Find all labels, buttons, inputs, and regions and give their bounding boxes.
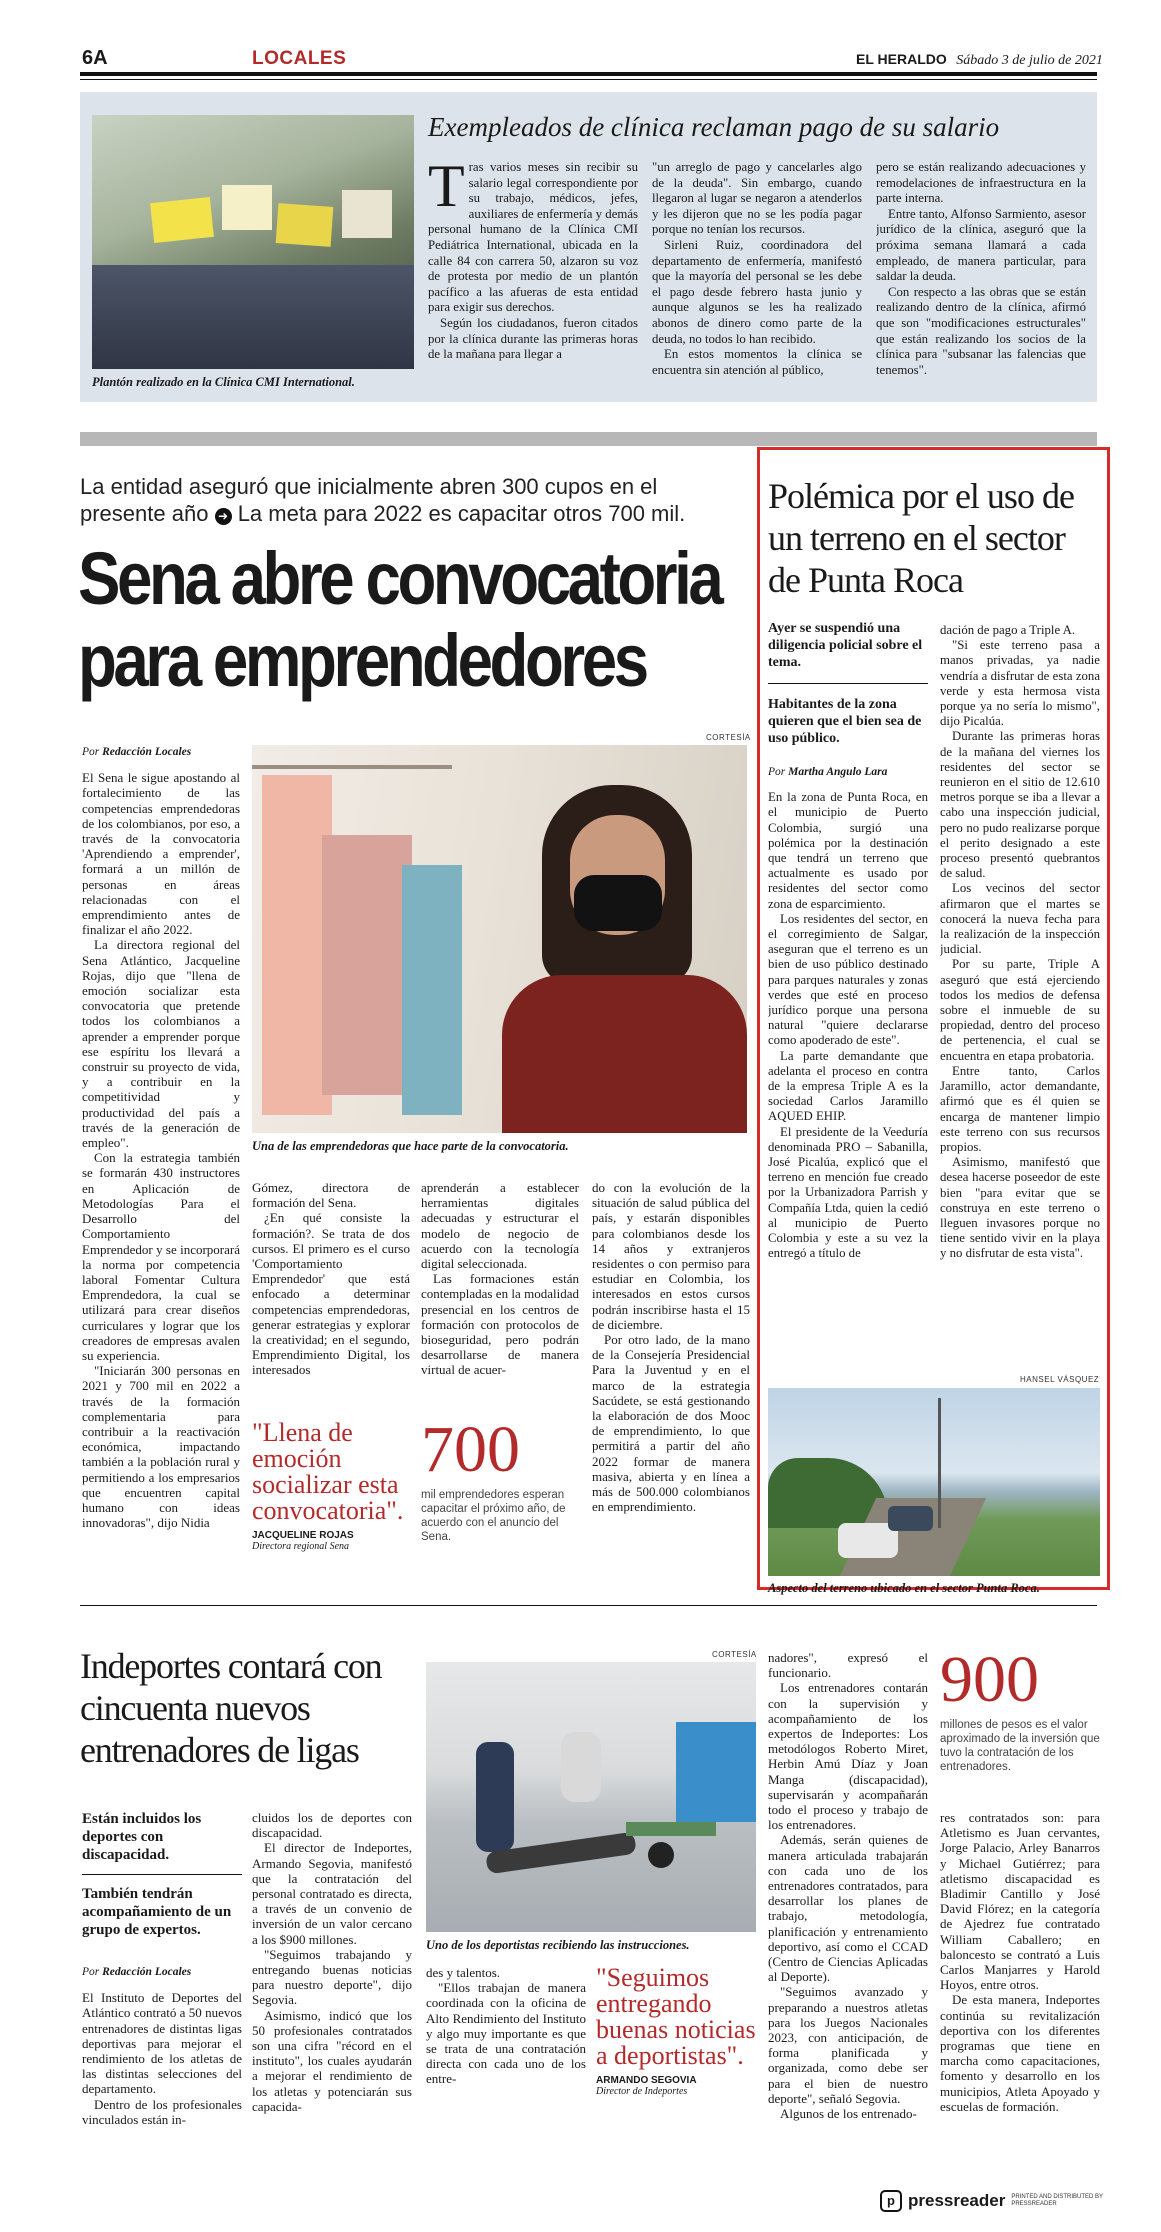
top-story-col-1 [428, 160, 638, 390]
paragraph: nadores", expresó el funcionario. [768, 1650, 928, 1681]
punta-roca-col-1 [768, 765, 928, 1310]
paragraph: Entre tanto, Carlos Jaramillo, actor demandante, afirmó que es él quien se encarga de mantener limpio este terreno con sus recursos propios. [940, 1063, 1100, 1154]
crowd [92, 265, 414, 369]
utility-pole [938, 1398, 941, 1528]
parked-car [888, 1506, 933, 1531]
indeportes-headline: Indeportes contará con cincuenta nuevos entrenadores de ligas [80, 1646, 382, 1770]
paragraph: Con respecto a las obras que se están realizando dentro de la clínica, afirmó que son "modificaciones estructurales" que están realizando los socios de la clínica para "subsanar las falencias que tenemos". [876, 284, 1086, 377]
paragraph: Algunos de los entrenado- [780, 2106, 917, 2122]
face-mask [574, 875, 662, 931]
bench [626, 1822, 716, 1836]
paragraph: La directora regional del Sena Atlántico, Jacqueline Rojas, dijo que "llena de emoción socializar esta convocatoria que pretende todos los colombianos a aprender a emprender porque ese espíritu los llevará a construir su proyecto de vida, y a contribuir en la competitividad y productividad del país a través de la generación de empleo". [82, 937, 240, 1151]
sena-caption: Una de las emprendedoras que hace parte de la convocatoria. [252, 1139, 569, 1153]
paragraph: "Si este terreno pasa a manos privadas, ya nadie vendría a disfrutar de esta zona verde y esta hermosa vista porque ya no sería lo mismo", dijo Picalúa. [940, 638, 1100, 729]
wall-sign [676, 1722, 756, 1822]
header-rule-thin [80, 79, 1097, 80]
paragraph: Los residentes del sector, en el corregimiento de Salgar, aseguran que el terreno es un bien de uso público destinado para parques naturales y zonas verdes que esté en proceso jurídico porque una persona natural "quiere declararse como apoderado de este". [768, 911, 928, 1048]
paragraph: Entre tanto, Alfonso Sarmiento, asesor jurídico de la clínica, aseguró que la próxima semana llamará a cada empleado, de manera particular, para saldar la deuda. [876, 206, 1086, 284]
paragraph: dación de pago a Triple A. [940, 623, 1076, 637]
kicker: Ayer se suspendió una diligencia policial sobre el tema. [768, 621, 923, 670]
paragraph: "Iniciarán 300 personas en 2021 y 700 mil en 2022 a través de la formación complementaria para contribuir a la reactivación económica, impactando también a la población rural y permitiendo a los empresarios que encuentren capital humano con ideas innovadoras", dijo Nidia [82, 1363, 240, 1531]
paragraph: Según los ciudadanos, fueron citados por la clínica durante las primeras horas de la mañana para llegar a [428, 315, 638, 362]
header-rule [80, 72, 1097, 76]
indeportes-kickers [82, 1810, 242, 1939]
section-divider [80, 432, 1097, 446]
indeportes-stat [940, 1643, 1100, 1774]
byline: Por Martha Angulo Lara [768, 766, 888, 778]
section-rule [80, 1605, 1097, 1606]
paragraph: pero se están realizando adecuaciones y remodelaciones de infraestructura en la parte interna. [876, 160, 1086, 206]
paragraph: De esta manera, Indeportes continúa su revitalización deportiva con los diferentes programas que tiene en marcha como capacitaciones, fomento y desarrollo en los municipios, Atleta Apoyado y escuelas de formación. [940, 1992, 1100, 2114]
indeportes-caption: Uno de los deportistas recibiendo las instrucciones. [426, 1938, 690, 1952]
indeportes-col-4 [768, 1650, 928, 2175]
protest-photo [92, 115, 414, 369]
paragraph: En la zona de Punta Roca, en el municipio de Puerto Colombia, surgió una polémica por la destinación que tendrá un terreno que actualmente es usado por residentes del sector como zona de esparcimiento. [768, 790, 928, 911]
paragraph: Los entrenadores contarán con la supervisión y acompañamiento de los expertos de Indeportes: Los metodólogos Roberto Miret, Herbin Amú Díaz y Joan Manga (discapacidad), supervisarán y acompañarán todo el proceso y trabajo de los entrenadores. [768, 1680, 928, 1833]
top-story-col-2 [652, 160, 862, 390]
sena-deck-b: La meta para 2022 es capacitar otros 700 mil. [237, 501, 686, 526]
sena-headline-line-2: para emprendedores [78, 619, 646, 702]
paragraph: Durante las primeras horas de la mañana del viernes los residentes del sector se reunieron en el sitio de 12.610 metros porque se iba a llevar a cabo una inspección judicial, pero no pudo realizarse porque el perito designado a este proceso presentó quebrantos de salud. [940, 729, 1100, 881]
kicker: También tendrán acompañamiento de un grupo de expertos. [82, 1886, 232, 1938]
stat-description: mil emprendedores esperan capacitar el próximo año, de acuerdo con el anuncio del Sena. [421, 1489, 566, 1543]
paragraph: Asimismo, manifestó que desea hacerse poseedor de este bien "para evitar que se construya en este terreno o lleguen invasores porque no tiene sentido vivir en la playa y no disfrutar de esta vista". [940, 1155, 1100, 1261]
punta-roca-caption: Aspecto del terreno ubicado en el sector Punta Roca. [768, 1581, 1040, 1595]
paragraph: res contratados son: para Atletismo es Juan cervantes, Jorge Palacio, Arley Banarros y Michael Gutiérrez; para atletismo discapacidad es Bladimir Cantillo y José David Flórez; en la categoría de Ajedrez fue contratado William Caballero; en baloncesto se contrató a Luis Carlos Manjarres y Harold Hoyos, entre otros. [940, 1810, 1100, 1993]
terrain-photo [768, 1388, 1100, 1576]
paragraph: La parte demandante que adelanta el proceso en contra de la empresa Triple A es la sociedad Carlos Jaramillo AQUED EHIP. [768, 1048, 928, 1124]
paragraph: do con la evolución de la situación de salud pública del país, y estarán disponibles para colombianos desde los 14 años y extranjeros residentes o con permiso para estudiar en Colombia, los interesados en estos cursos podrán inscribirse hasta el 15 de diciembre. [592, 1180, 750, 1332]
sena-col-2 [252, 1180, 410, 1400]
paragraph: Sirleni Ruiz, coordinadora del departamento de enfermería, manifestó que la mayoría del personal se les debe el pago desde febrero hasta junio y aunque algunos se les ha realizado abonos de dinero como parte de la deuda, no todos lo han recibido. [652, 237, 862, 346]
standing-coach [476, 1742, 514, 1852]
pressreader-badge [880, 2190, 1106, 2212]
paragraph: cluidos los de deportes con discapacidad. [252, 1810, 412, 1841]
indeportes-col-5 [940, 1810, 1100, 2175]
paragraph: "Ellos trabajan de manera coordinada con la oficina de Alto Rendimiento del Instituto y algo muy importante es que se trata de una contratación directa con cada uno de los entre- [426, 1980, 586, 2087]
sena-pull-quote [252, 1420, 412, 1552]
punta-roca-headline: Polémica por el uso de un terreno en el sector de Punta Roca [768, 476, 1074, 600]
punta-roca-col-2 [940, 623, 1100, 1351]
paragraph: ras varios meses sin recibir su salario legal correspondiente por su trabajo, médicos, jefes, auxiliares de enfermería y demás personal humano de la Clínica CMI Pediátrica International, ubicada en la calle 84 con carrera 50, alzaron su voz de protesta por medio de un plantón pacífico a las afueras de esta entidad para exigir sus derechos. [428, 160, 638, 315]
quote-name: JACQUELINE ROJAS [252, 1530, 354, 1541]
stat-description: millones de pesos es el valor aproximado de la inversión que tuvo la contratación de los entrenadores. [940, 1719, 1100, 1773]
paragraph: des y talentos. [426, 1965, 501, 1980]
paragraph: aprenderán a establecer herramientas digitales adecuadas y estructurar el modelo de negocio de acuerdo con la tecnología digital seleccionada. [421, 1180, 579, 1272]
pressreader-fine-print: PRINTED AND DISTRIBUTED BY PRESSREADER [1011, 2194, 1103, 2207]
clothes-rack [252, 765, 452, 769]
paragraph: Dentro de los profesionales vinculados están in- [82, 2096, 242, 2127]
pull-quote-text: "Seguimos entregando buenas noticias a deportistas". [596, 1963, 756, 2070]
protest-sign [150, 197, 214, 243]
paragraph: ¿En qué consiste la formación?. Se trata de dos cursos. El primero es el curso 'Comportamiento Emprendedor' que está enfocado a determinar competencias emprendedoras, generar estrategias y explorar la creatividad; en el segundo, Emprendimiento Digital, los interesados [252, 1210, 410, 1378]
garment-teal [402, 865, 462, 1115]
quote-name: ARMANDO SEGOVIA [596, 2075, 697, 2086]
person-blouse [502, 975, 747, 1133]
sena-col-3 [421, 1180, 579, 1400]
athlete-photo [426, 1662, 756, 1932]
sena-deck [80, 473, 740, 527]
pull-quote-text: "Llena de emoción socializar esta convocatoria". [252, 1418, 404, 1525]
issue-date: Sábado 3 de julio de 2021 [956, 53, 1103, 68]
sena-col-4 [592, 1180, 750, 1565]
paper-name: EL HERALDO [856, 51, 947, 67]
section-name: LOCALES [252, 48, 347, 69]
paragraph: "Seguimos avanzado y preparando a nuestros atletas para los Juegos Nacionales 2023, con anticipación, de forma planificada y organizada, como debe ser para el bien de nuestro deporte", señaló Segovia. [768, 1984, 928, 2106]
protest-sign [222, 185, 272, 230]
paragraph: En estos momentos la clínica se encuentra sin atención al público, [652, 347, 862, 377]
paragraph: Asimismo, indicó que los 50 profesionales contratados son una cifra "récord en el instituto", los cuales ayudarán a mejorar el rendimiento de los atletas y potenciarán sus capacida- [252, 2007, 412, 2114]
stat-number: 700 [421, 1413, 520, 1486]
paragraph: Los vecinos del sector afirmaron que el martes se conocerá la nueva fecha para la realización de la inspección judicial. [940, 881, 1100, 957]
indeportes-pull-quote [596, 1965, 761, 2097]
page-number: 6A [82, 47, 108, 69]
indeportes-col-3 [426, 1965, 586, 2175]
punta-roca-kickers [768, 620, 928, 747]
sena-stat [421, 1413, 581, 1544]
paragraph: El Instituto de Deportes del Atlántico contrató a 50 nuevos entrenadores de distintas ligas deportivas para mejorar el rendimiento de los atletas de las distintas selecciones del departamento. [82, 1990, 242, 2097]
indeportes-col-2 [252, 1810, 412, 2180]
paragraph: "un arreglo de pago y cancelarles algo de la deuda". Sin embargo, cuando llegaron al lugar se negaron a atenderlos y les dijeron que no se les podía pagar porque no tenían los recursos. [652, 160, 862, 237]
paragraph: El presidente de la Veeduría denominada PRO – Sabanilla, José Picalúa, explicó que el terreno en mención fue creado por la Urbanizadora Parrish y Compañía Ltda, quien la cedió al municipio de Puerto Colombia y este a su vez la entregó a título de [768, 1124, 928, 1261]
arrow-circle-icon: ➜ [215, 508, 232, 525]
paragraph: "Seguimos trabajando y entregando buenas noticias para nuestro deporte", dijo Segovia. [252, 1946, 412, 2008]
sena-headline-line-1: Sena abre convocatoria [78, 537, 721, 620]
protest-sign [342, 190, 392, 238]
ball [648, 1842, 674, 1868]
photo-credit: HANSEL VÁSQUEZ [1020, 1375, 1100, 1384]
paragraph: Gómez, directora de formación del Sena. [252, 1180, 410, 1211]
dropcap: T [428, 160, 465, 219]
quote-role: Directora regional Sena [252, 1541, 350, 1552]
paragraph: Por su parte, Triple A aseguró que está ejerciendo todos los medios de defensa sobre el inmueble de su propiedad, dentro del proceso de pertenencia, el cual se encuentra en etapa probatoria. [940, 957, 1100, 1063]
photo-credit: CORTESÍA [706, 733, 751, 742]
paragraph: Además, serán quienes de manera articulada trabajarán con cada uno de los entrenadores contratados, para desarrollar los planes de trabajo, metodología, planificación y entrenamiento deportivo, así como el CCAD (Centro de Ciencias Aplicadas al Deporte). [768, 1832, 928, 1985]
top-story-title: Exempleados de clínica reclaman pago de su salario [428, 112, 1000, 142]
masthead [856, 51, 1103, 69]
quote-role: Director de Indeportes [596, 2086, 688, 2097]
byline: Por Redacción Locales [82, 1966, 192, 1978]
paragraph: El Sena le sigue apostando al fortalecimiento de las competencias emprendedoras de los colombianos, por eso, a través de la convocatoria 'Aprendiendo a emprender', formará a un millón de personas en áreas relacionadas con el emprendimiento antes de finalizar el año 2022. [82, 770, 240, 938]
sena-headline [78, 537, 721, 702]
paragraph: Las formaciones están contempladas en la modalidad presencial en los centros de formación con protocolos de bioseguridad, pero podrán desarrollarse de manera virtual de acuer- [421, 1271, 579, 1378]
pressreader-icon: p [880, 2190, 902, 2212]
top-story-col-3 [876, 160, 1086, 390]
kicker: Habitantes de la zona quieren que el bien sea de uso público. [768, 697, 922, 746]
paragraph: El director de Indeportes, Armando Segovia, manifestó que la contratación del personal contratado es directa, a través de un convenio de inversión de un valor cercano a los $900 millones. [252, 1840, 412, 1947]
top-story-caption: Plantón realizado en la Clínica CMI International. [92, 375, 355, 389]
kicker-rule [82, 1874, 242, 1875]
pressreader-brand: pressreader [908, 2191, 1006, 2210]
garment-knit [322, 835, 412, 1095]
indeportes-col-1 [82, 1965, 242, 2175]
byline: Por Redacción Locales [82, 746, 192, 758]
sena-deck-a: La entidad aseguró que inicialmente abren 300 cupos en el presente año [80, 474, 658, 526]
seated-person [561, 1732, 601, 1802]
kicker-rule [768, 683, 928, 684]
paragraph: Por otro lado, de la mano de la Consejería Presidencial Para la Juventud y en el marco de la estrategia Sacúdete, se está gestionando la elaboración de dos Mooc de emprendimiento, lo que permitirá a partir del año 2022 formar de manera masiva, abierta y en línea a más de 500.000 colombianos en emprendimiento. [592, 1332, 750, 1515]
protest-sign [276, 203, 334, 247]
kicker: Están incluidos los deportes con discapacidad. [82, 1811, 202, 1863]
paragraph: Con la estrategia también se formarán 430 instructores en Aplicación de Metodologías Para el Desarrollo del Comportamiento Emprendedor y se incorporará la norma por competencia laboral Fomentar Cultura Emprendedora, la cual se utilizará para crear diseños curriculares y lograr que los creadores de empresas avalen su experiencia. [82, 1150, 240, 1363]
stat-number: 900 [940, 1643, 1039, 1716]
photo-credit: CORTESÍA [712, 1650, 757, 1659]
entrepreneur-photo [252, 745, 747, 1133]
sena-col-1 [82, 745, 240, 1555]
